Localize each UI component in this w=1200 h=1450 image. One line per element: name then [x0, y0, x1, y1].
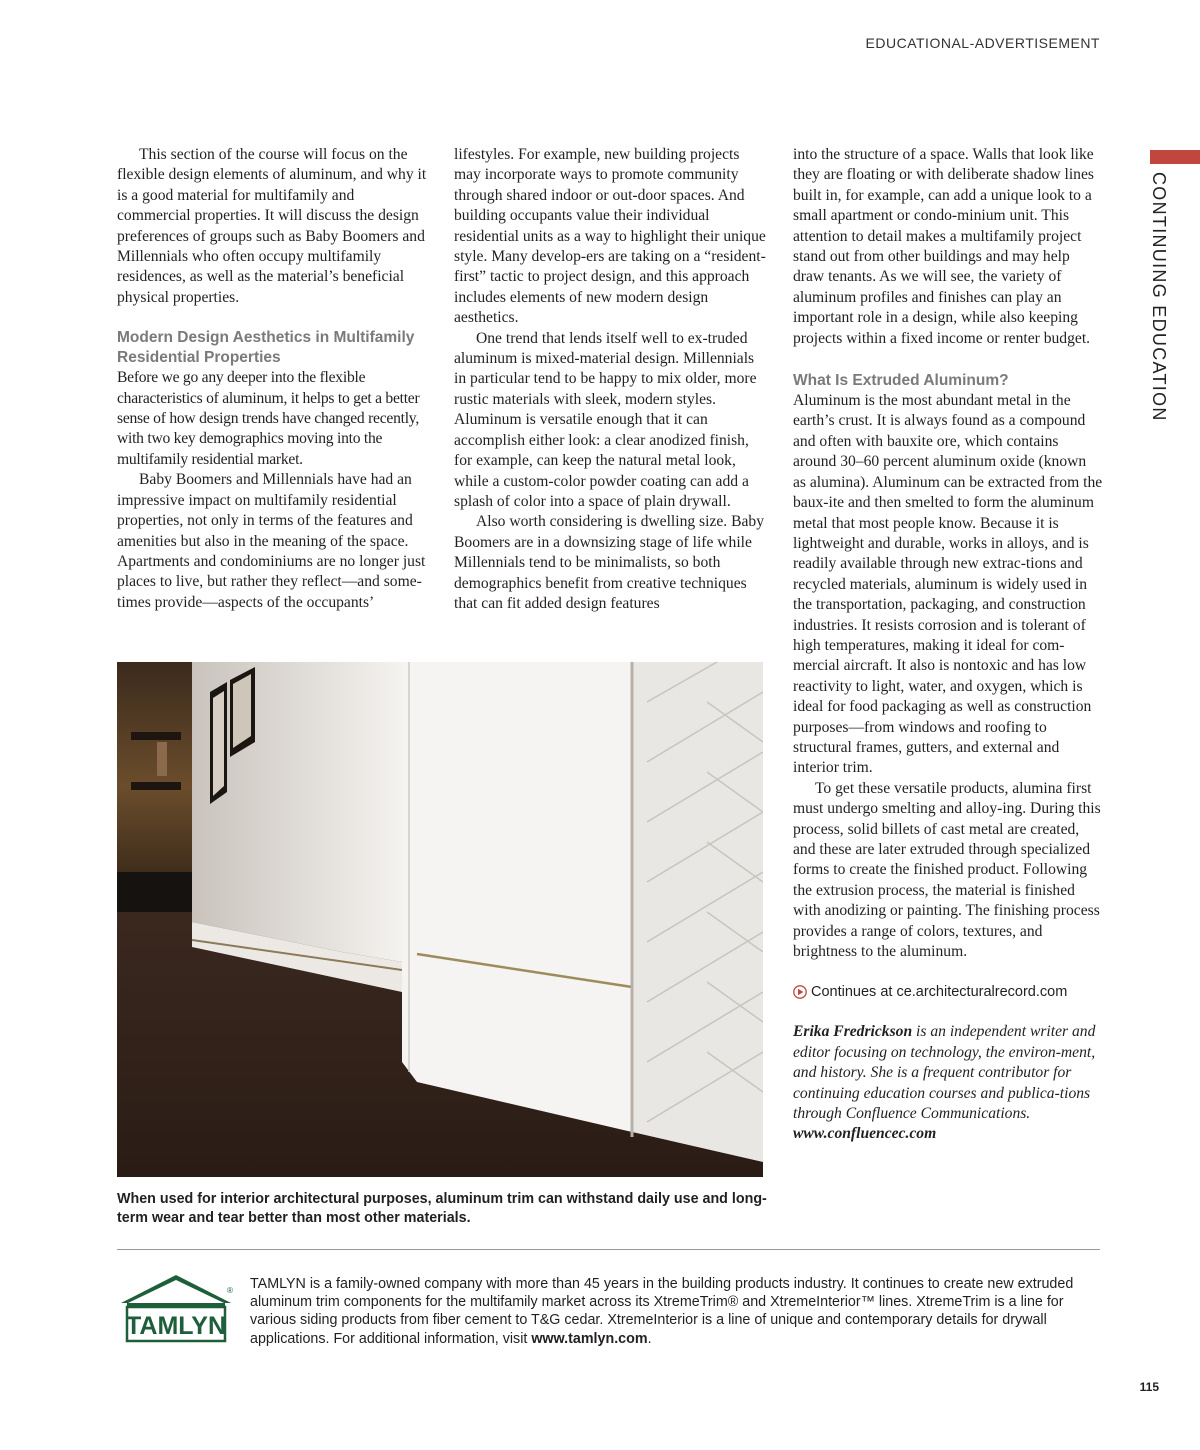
sponsor-text-end: .: [647, 1330, 652, 1347]
interior-trim-photo: [117, 662, 763, 1177]
paragraph: This section of the course will focus on the flexible design elements of aluminum, and why it is a good material for multifamily and commercial properties. It will discuss the design preferences of groups such as Baby Boomers and Millennials who often occupy multifamily residences, as well as the material’s beneficial physical properties.: [117, 146, 427, 306]
paragraph: into the structure of a space. Walls that look like they are floating or with deliberate shadow lines built in, for example, can add a unique look to a small apartment or condo-minium unit. This attention to detail makes a multifamily project stand out from other buildings and may help draw tenants. As we will see, the variety of aluminum profiles and finishes can play an important role in a design, while also keeping projects within a fixed income or renter budget.: [793, 146, 1094, 347]
author-url-link[interactable]: www.confluencec.com: [793, 1125, 937, 1143]
paragraph: lifestyles. For example, new building projects may incorporate ways to promote community through shared indoor or out-door spaces. And building occupants value their individual residential units as a way to highlight their unique style. Many develop-ers are taking on a “resident-first” tactic to project design, and this approach includes elements of new modern design aesthetics.: [454, 146, 766, 327]
logo-wordmark: TAMLYN: [126, 1312, 226, 1340]
sponsor-url-link[interactable]: www.tamlyn.com: [531, 1330, 648, 1347]
header-label: EDUCATIONAL-ADVERTISEMENT: [865, 35, 1100, 51]
column-1: [117, 145, 429, 613]
paragraph: One trend that lends itself well to ex-truded aluminum is mixed-material design. Millennials in particular tend to be happy to mix older, more rustic materials with sleek, modern styles. Aluminum is versatile enough that it can accomplish either look: a clear anodized finish, for example, can keep the natural metal look, while a custom-color powder coating can add a splash of color into a space of plain drywall.: [454, 329, 757, 510]
tamlyn-logo: [117, 1273, 235, 1345]
paragraph: To get these versatile products, alumina first must undergo smelting and alloy-ing. During this process, solid billets of cast metal are created, and these are later extruded through specialized forms to create the finished product. Following the extrusion process, the material is finished with anodizing or painting. The finishing process provides a range of colors, textures, and brightness to the aluminum.: [793, 779, 1101, 961]
paragraph: Before we go any deeper into the flexible characteristics of aluminum, it helps to get a better sense of how design trends have changed recently, with two key demographics moving into the multifamily residential market.: [117, 369, 420, 468]
section-heading: Modern Design Aesthetics in Multifamily Residential Properties: [117, 329, 415, 367]
svg-text:®: ®: [227, 1286, 233, 1295]
section-accent-bar: [1150, 150, 1200, 164]
play-arrow-icon: [793, 985, 807, 999]
author-bio-text: is an independent writer and editor focusing on technology, the environ-ment, and history. She is a frequent contributor for continuing education courses and publica-tions through Confluence Communications.: [793, 1023, 1096, 1123]
sponsor-text: TAMLYN is a family-owned company with more than 45 years in the building products industry. It continues to create new extruded aluminum trim components for the multifamily market across its XtremeTrim® and XtremeInterior™ lines. XtremeTrim is a line for various siding products from fiber cement to T&G cedar. XtremeInterior is a line of unique and contemporary details for drywall applications. For additional information, visit: [250, 1276, 1074, 1347]
section-heading: What Is Extruded Aluminum?: [793, 372, 1009, 390]
author-name: Erika Fredrickson: [793, 1023, 913, 1041]
figure-caption: When used for interior architectural purposes, aluminum trim can withstand daily use and long-term wear and tear better than most other materials.: [117, 1191, 767, 1226]
paragraph: Also worth considering is dwelling size. Baby Boomers are in a downsizing stage of life while Millennials tend to be minimalists, so both demographics benefit from creative techniques that can fit added design features: [454, 513, 765, 612]
section-tab: [1148, 172, 1172, 422]
column-3: [793, 145, 1103, 1145]
divider: [117, 1249, 1100, 1250]
paragraph: Baby Boomers and Millennials have had an impressive impact on multifamily residential properties, not only in terms of the features and amenities but also in the meaning of the space. Apartments and condominiums are no longer just places to live, but rather they reflect—and some-times provide—aspects of the occupants’: [117, 471, 426, 611]
continues-link[interactable]: [793, 982, 1103, 1002]
page-number: 115: [1139, 1380, 1159, 1394]
section-label: CONTINUING EDUCATION: [1149, 172, 1169, 422]
column-2: [454, 145, 766, 614]
author-bio: [793, 1022, 1103, 1144]
sponsor-description: [250, 1275, 1100, 1348]
paragraph: Aluminum is the most abundant metal in the earth’s crust. It is always found as a compound and often with bauxite ore, which contains around 30–60 percent aluminum oxide (known as alumina). Aluminum can be extracted from the baux-ite and then smelted to form the aluminum metal that most people know. Because it is lightweight and durable, works in alloys, and is readily available through new extrac-tions and recycled materials, aluminum is widely used in the transportation, packaging, and construction industries. It resists corrosion and is tolerant of high temperatures, making it ideal for com-mercial aircraft. It also is nontoxic and has low reactivity to light, water, and oxygen, which is ideal for food packaging as well as construction purposes—from windows and roofing to structural frames, gutters, and external and interior trim.: [793, 392, 1103, 777]
continues-link-text: Continues at ce.architecturalrecord.com: [811, 984, 1068, 1001]
